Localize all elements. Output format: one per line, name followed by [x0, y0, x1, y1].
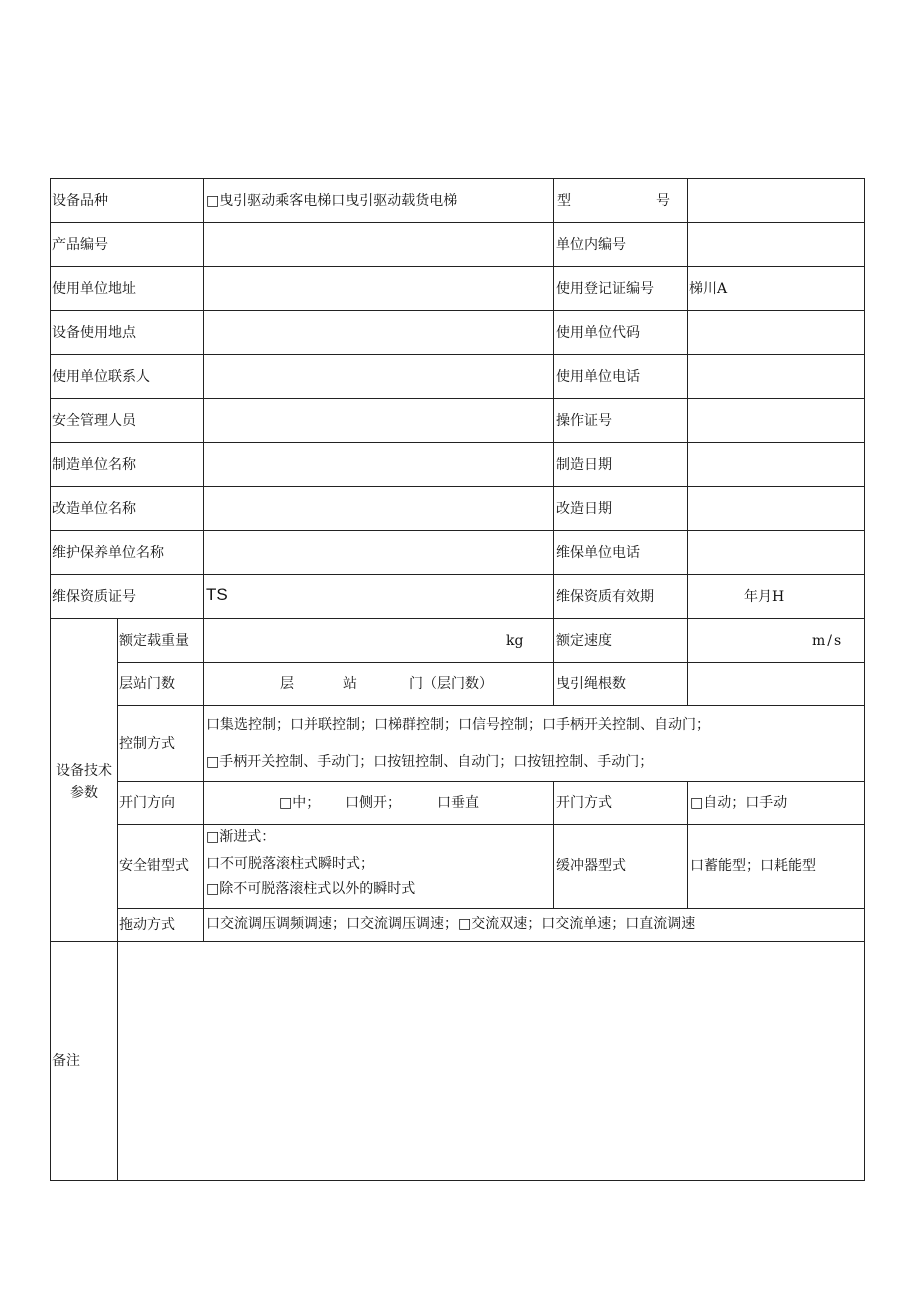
registration-no-label: 使用登记证编号 [556, 281, 654, 297]
buffer-options[interactable]: 口蓄能型；口耗能型 [690, 858, 816, 874]
internal-no-label: 单位内编号 [556, 237, 626, 253]
contact-label: 使用单位联系人 [52, 369, 150, 385]
ropes-label: 曳引绳根数 [556, 676, 626, 692]
safety-gear-progressive[interactable]: □渐进式： [206, 829, 276, 845]
control-options-line2[interactable]: □手柄开关控制、手动门；口按钮控制、自动门；口按钮控制、手动门； [206, 754, 654, 770]
safety-manager-label: 安全管理人员 [52, 413, 136, 429]
user-address-label: 使用单位地址 [52, 281, 136, 297]
drive-options[interactable]: 口交流调压调频调速；口交流调压调速；□交流双速；口交流单速；口直流调速 [206, 916, 696, 932]
model-label-part1: 型 [557, 193, 571, 209]
floors-unit-layer: 层 [280, 676, 294, 692]
floors-unit-door: 门（层门数） [409, 676, 493, 692]
modifier-label: 改造单位名称 [52, 501, 136, 517]
tech-params-group-label-line1: 设备技术 [56, 763, 112, 779]
maintainer-phone-label: 维保单位电话 [556, 545, 640, 561]
door-direction-side[interactable]: 口侧开； [345, 795, 401, 811]
qualification-valid-value[interactable]: 年月H [744, 589, 785, 605]
user-code-label: 使用单位代码 [556, 325, 640, 341]
rated-load-unit: kg [506, 633, 524, 649]
operator-cert-label: 操作证号 [556, 413, 612, 429]
maintainer-label: 维护保养单位名称 [52, 545, 164, 561]
product-no-label: 产品编号 [52, 237, 108, 253]
modify-date-label: 改造日期 [556, 501, 612, 517]
qualification-value[interactable]: TS [206, 585, 228, 604]
rated-load-label: 额定载重量 [119, 633, 189, 649]
rated-speed-label: 额定速度 [556, 633, 612, 649]
control-label: 控制方式 [119, 736, 175, 752]
manufacturer-label: 制造单位名称 [52, 457, 136, 473]
door-direction-label: 开门方向 [119, 795, 175, 811]
door-direction-vertical[interactable]: 口垂直 [437, 795, 479, 811]
qualification-valid-label: 维保资质有效期 [556, 589, 654, 605]
door-mode-label: 开门方式 [556, 795, 612, 811]
registration-no-value[interactable]: 梯川A [689, 281, 728, 297]
door-direction-center[interactable]: □中； [279, 795, 321, 811]
door-mode-options[interactable]: □自动；口手动 [690, 795, 788, 811]
device-type-options[interactable]: □曳引驱动乘客电梯口曳引驱动载货电梯 [206, 193, 458, 209]
use-location-label: 设备使用地点 [52, 325, 136, 341]
buffer-label: 缓冲器型式 [556, 858, 626, 874]
user-phone-label: 使用单位电话 [556, 369, 640, 385]
safety-gear-instant[interactable]: □除不可脱落滚柱式以外的瞬时式 [206, 881, 416, 897]
rated-speed-unit: m/s [812, 633, 844, 649]
control-options-line1[interactable]: 口集选控制；口并联控制；口梯群控制；口信号控制；口手柄开关控制、自动门； [206, 717, 710, 733]
device-type-label: 设备品种 [52, 193, 108, 209]
model-label-part2: 号 [656, 193, 670, 209]
drive-label: 拖动方式 [119, 917, 175, 933]
remarks-label: 备注 [52, 1053, 80, 1069]
floors-label: 层站门数 [119, 676, 175, 692]
qualification-label: 维保资质证号 [52, 589, 136, 605]
safety-gear-roller[interactable]: 口不可脱落滚柱式瞬时式； [206, 856, 374, 872]
safety-gear-label: 安全钳型式 [119, 858, 189, 874]
manufacture-date-label: 制造日期 [556, 457, 612, 473]
tech-params-group-label-line2: 参数 [70, 785, 98, 801]
floors-unit-station: 站 [343, 676, 357, 692]
